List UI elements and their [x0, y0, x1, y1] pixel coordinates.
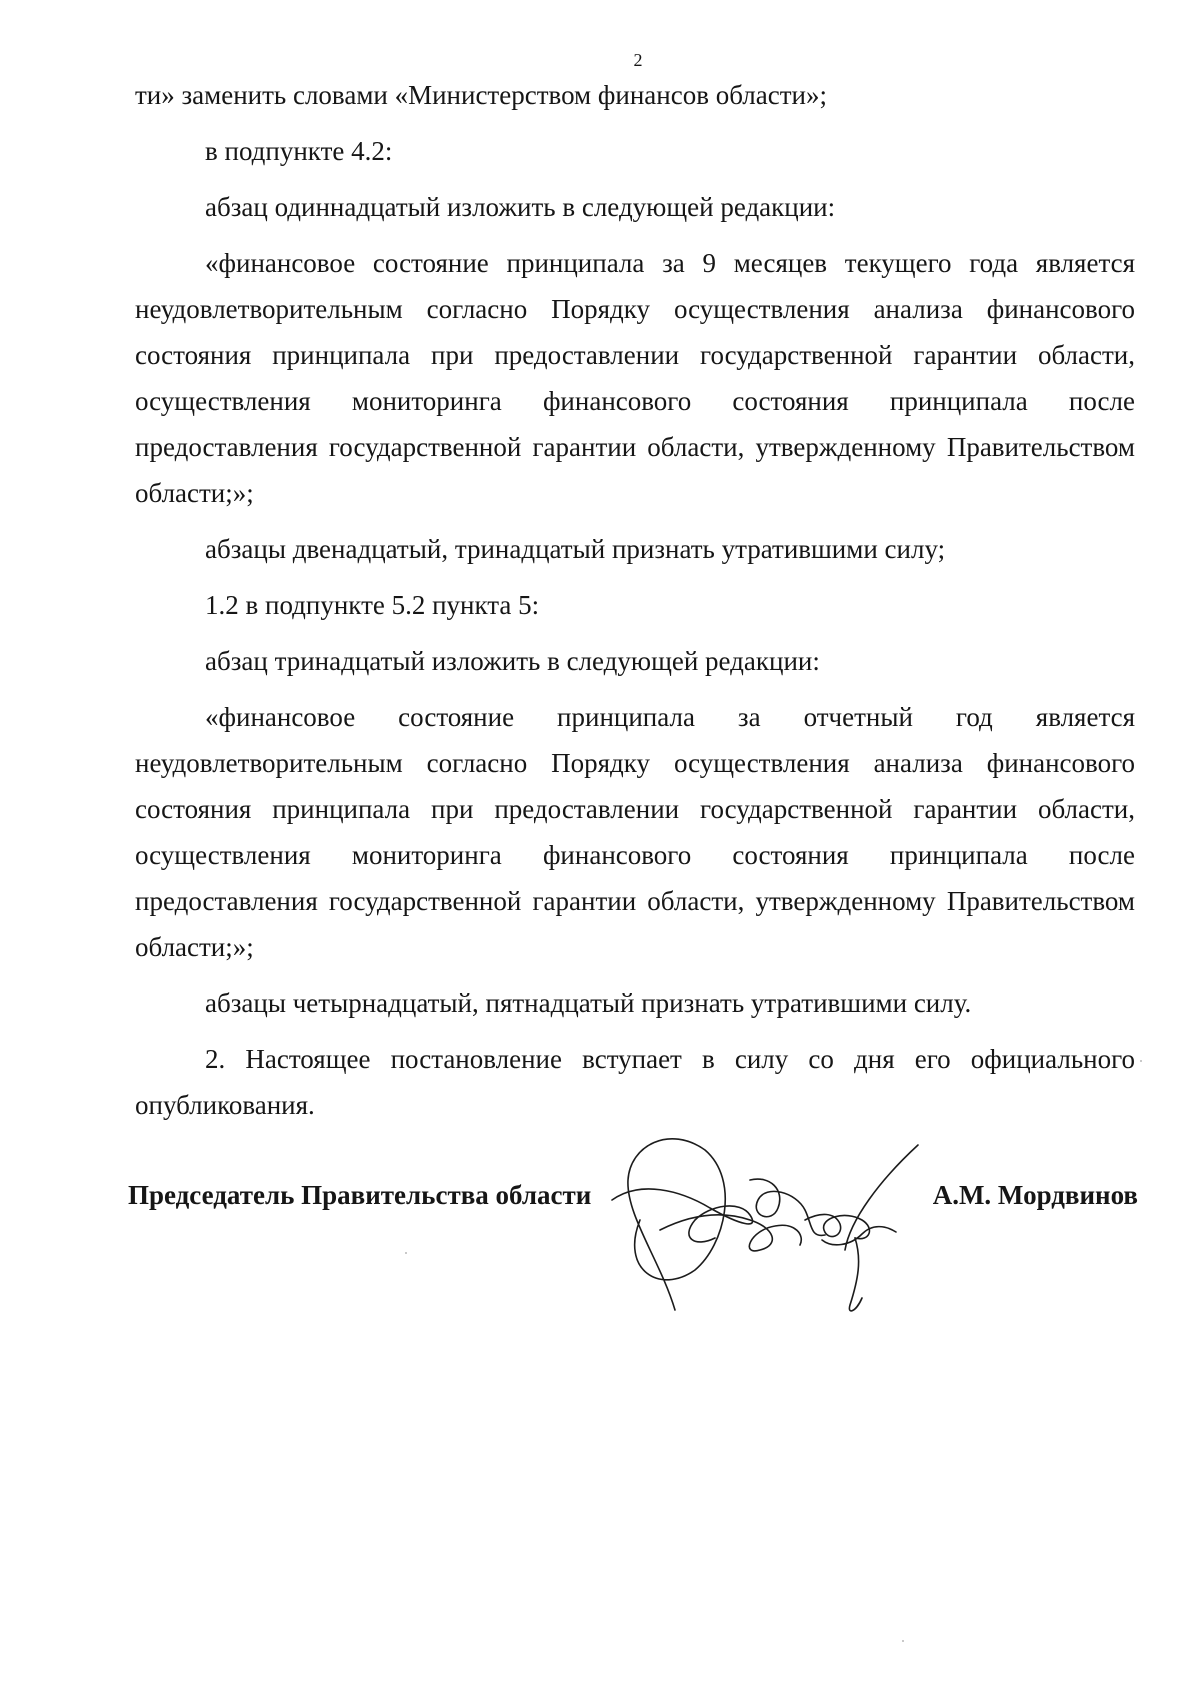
page-number: 2 — [633, 50, 643, 70]
paragraph-subpoint-4-2: в подпункте 4.2: — [205, 136, 393, 166]
paragraph-continuation: ти» заменить словами «Министерством финансов области»; — [135, 80, 827, 110]
signatory-position: Председатель Правительства области — [128, 1180, 592, 1210]
scan-speck — [902, 1640, 904, 1642]
paragraph-quoted-text-2: «финансовое состояние принципала за отчетный год является неудовлетворительным согласно Порядку осуществления анализа финансового состояния принципала при предоставлении государственной гарантии области, осуществления мониторинга финансового состояния принципала после предоставления государственной гарантии области, утвержденному Правительством области;»; — [135, 702, 1135, 962]
paragraph-amendment-intro: абзац одиннадцатый изложить в следующей редакции: — [205, 192, 836, 222]
paragraph-repeal-1: абзацы двенадцатый, тринадцатый признать утратившими силу; — [205, 534, 946, 564]
paragraph-effective-date: 2. Настоящее постановление вступает в силу со дня его официального опубликования. — [135, 1044, 1135, 1120]
handwritten-signature — [600, 1120, 930, 1320]
paragraph-quoted-text-1: «финансовое состояние принципала за 9 месяцев текущего года является неудовлетворительным согласно Порядку осуществления анализа финансового состояния принципала при предоставлении государственной гарантии области, осуществления мониторинга финансового состояния принципала после предоставления государственной гарантии области, утвержденному Правительством области;»; — [135, 248, 1135, 508]
paragraph-repeal-2: абзацы четырнадцатый, пятнадцатый признать утратившими силу. — [205, 988, 972, 1018]
scan-speck — [1140, 1060, 1142, 1062]
paragraph-subpoint-1-2: 1.2 в подпункте 5.2 пункта 5: — [205, 590, 540, 620]
paragraph-amendment-intro-2: абзац тринадцатый изложить в следующей редакции: — [205, 646, 820, 676]
signatory-name: А.М. Мордвинов — [932, 1180, 1138, 1210]
document-body — [135, 72, 1135, 1138]
scan-speck — [405, 1252, 407, 1254]
